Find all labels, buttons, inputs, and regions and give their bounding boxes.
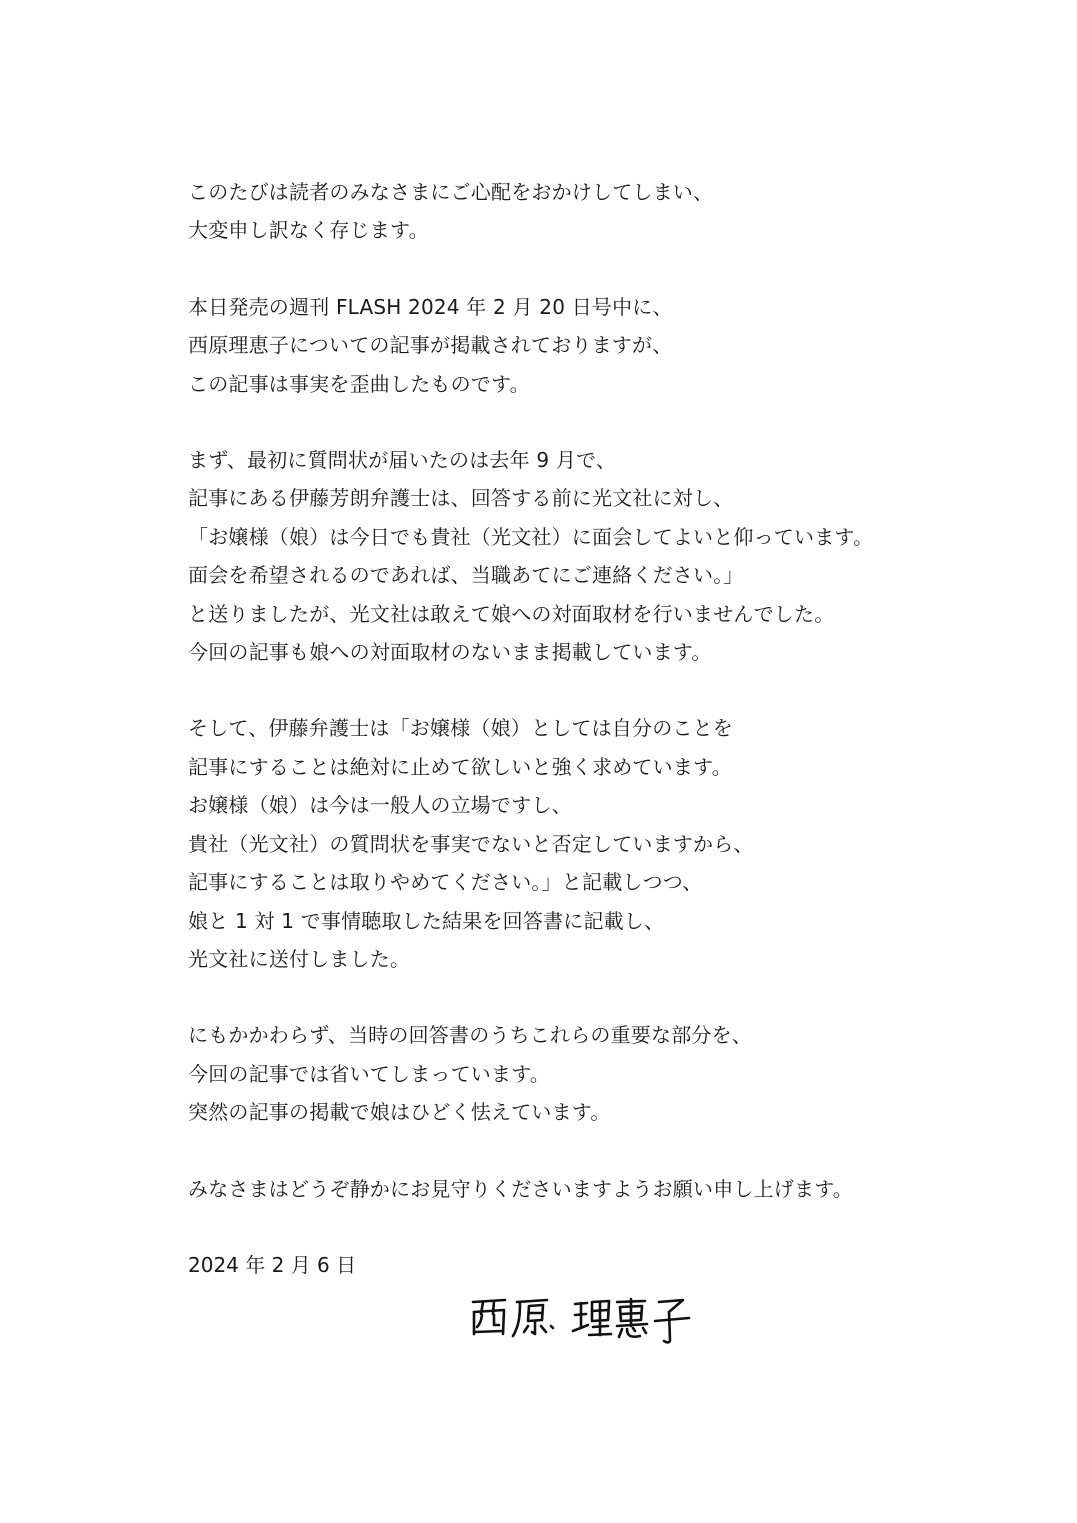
text-line: 貴社（光文社）の質問状を事実でないと否定していますから、 (188, 831, 754, 856)
paragraph-questionnaire (188, 441, 1048, 671)
text-line: にもかかわらず、当時の回答書のうちこれらの重要な部分を、 (188, 1023, 752, 1048)
text-line: 突然の記事の掲載で娘はひどく怯えています。 (188, 1100, 611, 1125)
paragraph-request (188, 1170, 1048, 1208)
text-line: このたびは読者のみなさまにご心配をおかけしてしまい、 (188, 180, 714, 204)
text-line: まず、最初に質問状が届いたのは去年 9 月で、 (188, 448, 617, 473)
paragraph-apology (188, 173, 1048, 250)
text-line: 面会を希望されるのであれば、当職あてにご連絡ください。」 (188, 563, 744, 588)
text-line: 今回の記事も娘への対面取材のないまま掲載しています。 (188, 640, 712, 665)
letter-body (188, 173, 1048, 1284)
text-line: 西原理恵子についての記事が掲載されておりますが、 (188, 333, 673, 358)
text-line: 大変申し訳なく存じます。 (188, 218, 429, 243)
text-line: 「お嬢様（娘）は今日でも貴社（光文社）に面会してよいと仰っています。 (188, 524, 874, 549)
text-line: 光文社に送付しました。 (188, 946, 411, 971)
text-line: 娘と 1 対 1 で事情聴取した結果を回答書に記載し、 (188, 908, 665, 933)
letter-date: 2024 年 2 月 6 日 (188, 1252, 357, 1277)
text-line: そして、伊藤弁護士は「お嬢様（娘）としては自分のことを (188, 716, 733, 741)
text-line: 本日発売の週刊 FLASH 2024 年 2 月 20 日号中に、 (188, 294, 673, 319)
text-line: 今回の記事では省いてしまっています。 (188, 1061, 550, 1086)
text-line: 記事にすることは取りやめてください。」と記載しつつ、 (188, 870, 703, 895)
text-line: お嬢様（娘）は今は一般人の立場ですし、 (188, 793, 572, 818)
paragraph-article-notice (188, 288, 1048, 403)
text-line: 記事にすることは絶対に止めて欲しいと強く求めています。 (188, 754, 732, 779)
text-line: この記事は事実を歪曲したものです。 (188, 371, 530, 396)
paragraph-lawyer-response (188, 709, 1048, 978)
text-line: 記事にある伊藤芳朗弁護士は、回答する前に光文社に対し、 (188, 486, 734, 511)
text-line: と送りましたが、光文社は敢えて娘への対面取材を行いませんでした。 (188, 601, 835, 626)
handwritten-signature (465, 1288, 705, 1348)
paragraph-omission (188, 1016, 1048, 1131)
text-line: みなさまはどうぞ静かにお見守りくださいますようお願い申し上げます。 (188, 1176, 853, 1201)
